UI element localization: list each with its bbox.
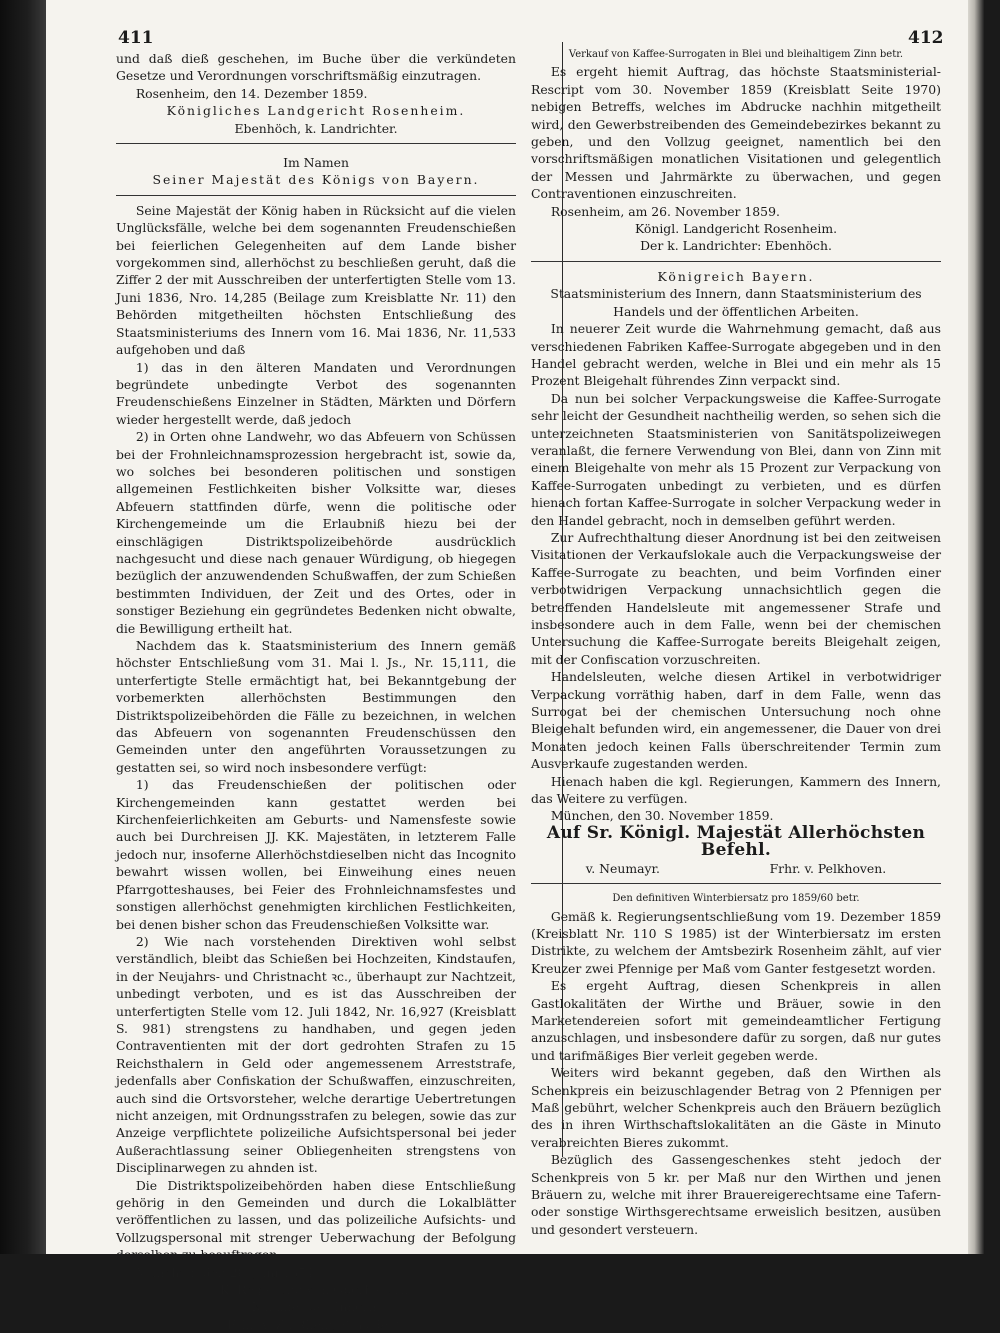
newspaper-page: [46, 0, 984, 1332]
closing-authority: K. Regierung von Oberbayern,: [220, 1282, 412, 1298]
paragraph: Hienach haben die kgl. Regierungen, Kammern des Innern, das Weitere zu verfügen.: [531, 773, 941, 807]
heading-im-namen: Im Namen: [283, 155, 349, 171]
ministry-date: München, den 30. November 1859.: [550, 808, 774, 824]
separator: [116, 195, 516, 196]
paragraph: Gemäß k. Regierungsentschließung vom 19. Dezember 1859 (Kreisblatt Nr. 110 S 1985) ist der Winterbiersatz im ersten Distrikte, zu welchem der Amtsbezirk Rosenheim zählt, auf vier Kreuzer zwei Pfennige per Maß vom Ganter festgesetzt worden.: [531, 908, 941, 976]
paragraph: Da nun bei solcher Verpackungsweise die Kaffee-Surrogate sehr leicht der Gesundheit nachtheilig werden, so sehen sich die unterzeichneten Staatsministerien von Sanitätspolizeiwegen veranlaßt, die fernere Verwendung von Blei, dann von Zinn mit einem Bleigehalte von mehr als 15 Prozent zur Verpackung von Kaffee-Surrogaten unbedingt zu verbieten, und es dürfen hienach fortan Kaffee-Surrogate in solcher Verpackung weder in den Handel gebracht, noch in demselben geführt werden.: [531, 390, 941, 528]
paragraph: Zur Aufrechthaltung dieser Anordnung ist bei den zeitweisen Visitationen der Verkaufslokale auch die Verpackungsweise der Kaffee-Surrogate zu beachten, und beim Vorfinden einer verbotwidrigen Verpackung unnachsichtlich gegen die betreffenden Handelsleute mit angemessener Strafe und insbesondere auch in dem Falle, wenn bei der chemischen Untersuchung die Kaffee-Surrogate bereits Bleigehalt zeigen, mit der Confiscation vorzuschreiten.: [531, 529, 941, 667]
left-top-signature: Ebenhöch, k. Landrichter.: [234, 120, 398, 136]
paragraph: 1) das Freudenschießen der politischen oder Kirchengemeinden kann gestattet werden bei Kirchenfeierlichkeiten am Geburts- und Namensfeste sowie auch bei Durchreisen JJ. KK. Majestäten, in letzterem Falle jedoch nur, insoferne Allerhöchstdieselben nicht das Incognito bewahrt wissen wollen, bei Einweihung eines neuen Pfarrgotteshauses, bei Feier des Frohnleichnamsfestes und sonstigen allerhöchst genehmigten kirchlichen Festlichkeiten, bei denen bisher schon das Freudenschießen Volksitte war.: [116, 777, 516, 932]
royal-command: Auf Sr. Königl. Majestät Allerhöchsten Befehl.: [546, 822, 926, 861]
paragraph: 2) in Orten ohne Landwehr, wo das Abfeuern von Schüssen bei der Frohnleichnamsprozession hergebracht ist, sowie da, wo solches bei besonderen politischen und sonstigen allgemeinen Festlichkeiten bisher Volksitte war, dieses Abfeuern stattfinden dürfe, wenn die politische oder Kirchengemeinde um die Erlaubniß hiezu bei der einschlägigen Distriktspolizeibehörde ausdrücklich nachgesucht und diese nach genauer Würdigung, ob hiegegen bezüglich der anzuwendenden Schußwaffen, der zum Schießen bestimmten Individuen, der Zeit und des Ortes, oder in sonstiger Beziehung ein gegründetes Bedenken nicht obwalte, die Bewilligung ertheilt hat.: [116, 429, 516, 636]
left-top-date: Rosenheim, den 14. Dezember 1859.: [135, 85, 368, 101]
royal-signatories: [531, 860, 941, 877]
page-edge: [968, 0, 984, 1254]
left-top-court: Königliches Landgericht Rosenheim.: [166, 103, 466, 119]
page-number-left: 411: [118, 28, 154, 48]
left-top-text: und daß dieß geschehen, im Buche über die verkündeten Gesetze und Verordnungen vorschriftsmäßig einzutragen.: [116, 51, 516, 84]
coffee-order-court: Königl. Landgericht Rosenheim.: [634, 221, 838, 237]
signatory-left: v. Neumayr.: [585, 860, 660, 876]
coffee-order-paragraph: Es ergeht hiemit Auftrag, das höchste Staatsministerial-Rescript vom 30. November 1859 (Kreisblatt Seite 1970) nebigen Betreffs, welches im Abdrucke nachhin mitgetheilt wird, den Gewerbstreibenden des Gemeindebezirkes bekannt zu geben, und den Vollzug geeignet, namentlich bei den vorschriftsmäßigen monatlichen Visitationen und gelegentlich der Messen und Jahrmärkte zu überwachen, und gegen Contraventionen einzuschreiten.: [531, 64, 941, 202]
kingdom-heading: Königreich Bayern.: [657, 268, 815, 284]
closing-signature: Frhr. v. Zu-Rhein, Präsident.: [227, 1316, 405, 1332]
page-number-right: 412: [908, 28, 944, 48]
paragraph: 2) Wie nach vorstehenden Direktiven wohl selbst verständlich, bleibt das Schießen bei Hochzeiten, Kindstaufen, in der Neujahrs- und Christnacht ꝛc., überhaupt zur Nachtzeit, unbedingt verboten, und es ist das Ausschreiben der unterfertigten Stelle vom 12. Juli 1842, Nr. 16,927 (Kreisblatt S. 981) strengstens zu handhaben, und gegen jeden Contraventienten mit der dort gedrohten Strafen zu 15 Reichsthalern in Geld oder angemessenem Arreststrafe, jedenfalls aber Confiskation der Schußwaffen, einzuschreiten, auch sind die Ortsvorsteher, welche derartige Uebertretungen nicht anzeigen, mit Ordnungsstrafen zu belegen, sowie das zur Anzeige verpflichtete polizeiliche Aufsichtspersonal bei jeder Außerachtlassung seiner Obliegenheiten strengstens von Disciplinarwegen zu ahnden ist.: [116, 933, 516, 1176]
coffee-order-date: Rosenheim, am 26. November 1859.: [550, 203, 780, 219]
separator: [531, 883, 941, 884]
paragraph: Nachdem das k. Staatsministerium des Innern gemäß höchster Entschließung vom 31. Mai l. Js., Nr. 15,111, die unterfertigte Stelle ermächtigt hat, bei Bekanntgebung der vorbemerkten allerhöchsten Bestimmungen den Distriktspolizeibehörden die Fälle zu bezeichnen, in welchen das Abfeuern von sogenannten Freudenschüssen den Gemeinden unter den angeführten Voraussetzungen zu gestatten sei, so wird noch insbesondere verfügt:: [116, 638, 516, 775]
paragraph: Weiters wird bekannt gegeben, daß den Wirthen als Schenkpreis ein beizuschlagender Betrag von 2 Pfennigen per Maß gebührt, welcher Schenkpreis auch den Bräuern bezüglich des in ihren Wirthschaftslokalitäten an die Gäste in Minuto verabreichten Bieres zukommt.: [531, 1065, 941, 1150]
closing-chamber: Kammer des Innern.: [251, 1299, 381, 1315]
paragraph: Es ergeht Auftrag, diesen Schenkpreis in allen Gastlokalitäten der Wirthe und Bräuer, sowie in den Marketendereien sofort mit gemeindeamtlicher Fertigung anzuschlagen, und insbesondere dafür zu sorgen, daß nur gutes und tarifmäßiges Bier verleit gegeben werde.: [531, 978, 941, 1063]
coffee-heading: Verkauf von Kaffee-Surrogaten in Blei und bleihaltigem Zinn betr.: [568, 49, 904, 60]
signatory-right: Frhr. v. Pelkhoven.: [769, 860, 887, 876]
paragraph: In neuerer Zeit wurde die Wahrnehmung gemacht, daß aus verschiedenen Fabriken Kaffee-Surrogate abgegeben und in den Handel gebracht werden, welche in Blei und ein mehr als 15 Prozent Bleigehalt führendes Zinn verpackt sind.: [531, 321, 941, 389]
closing-date: München, den 28. Juni 1854.: [135, 1264, 318, 1280]
paragraph: Die Distriktspolizeibehörden haben diese Entschließung gehörig in den Gemeinden und durch die Lokalblätter veröffentlichen zu lassen, und das polizeiliche Aufsichts- und Vollzugspersonal mit strenger Ueberwachung der Befolgung derselben zu beauftragen.: [116, 1177, 516, 1263]
book-spine: [0, 0, 46, 1254]
separator: [116, 143, 516, 144]
coffee-order-signature: Der k. Landrichter: Ebenhöch.: [640, 238, 832, 254]
right-column: [531, 46, 941, 1238]
paragraph: Seine Majestät der König haben in Rücksicht auf die vielen Unglücksfälle, welche bei dem sogenannten Freudenschießen bei feierlichen Gelegenheiten auf dem Lande bisher vorgekommen sind, allerhöchst zu beschließen geruht, daß die Ziffer 2 der mit Ausschreiben der unterfertigten Stelle vom 13. Juni 1836, Nro. 14,285 (Beilage zum Kreisblatte Nr. 11) den Behörden mitgetheilten höchsten Entschließung des Staatsministeriums des Innern vom 16. Mai 1836, Nr. 11,533 aufgehoben und daß: [116, 202, 516, 358]
heading-majestaet: Seiner Majestät des Königs von Bayern.: [152, 172, 480, 188]
ministry-heading: Staatsministerium des Innern, dann Staatsministerium des Handels und der öffentlichen Arbeiten.: [550, 286, 922, 319]
paragraph: Bezüglich des Gassengeschenkes steht jedoch der Schenkpreis von 5 kr. per Maß nur den Wirthen und jenen Bräuern zu, welche mit ihrer Brauereigerechtsame eine Tafern- oder sonstige Wirthsgerechtsame erweislich besitzen, ausüben und gesondert versteuern.: [531, 1152, 941, 1237]
separator: [531, 261, 941, 262]
paragraph: Handelsleuten, welche diesen Artikel in verbotwidriger Verpackung vorräthig haben, darf in dem Falle, wenn das Surrogat bei der chemischen Untersuchung noch ohne Bleigehalt befunden wird, ein angemessener, die Dauer von drei Monaten jedoch keinen Falls überschreitender Termin zum Ausverkaufe zugestanden werden.: [531, 669, 941, 772]
paragraph: 1) das in den älteren Mandaten und Verordnungen begründete unbedingte Verbot des sogenannten Freudenschießens Einzelner in Städten, Märkten und Dörfern wieder hergestellt werde, daß jedoch: [116, 359, 516, 427]
beer-heading: Den definitiven Winterbiersatz pro 1859/60 betr.: [612, 893, 860, 905]
left-column: [116, 50, 516, 1333]
